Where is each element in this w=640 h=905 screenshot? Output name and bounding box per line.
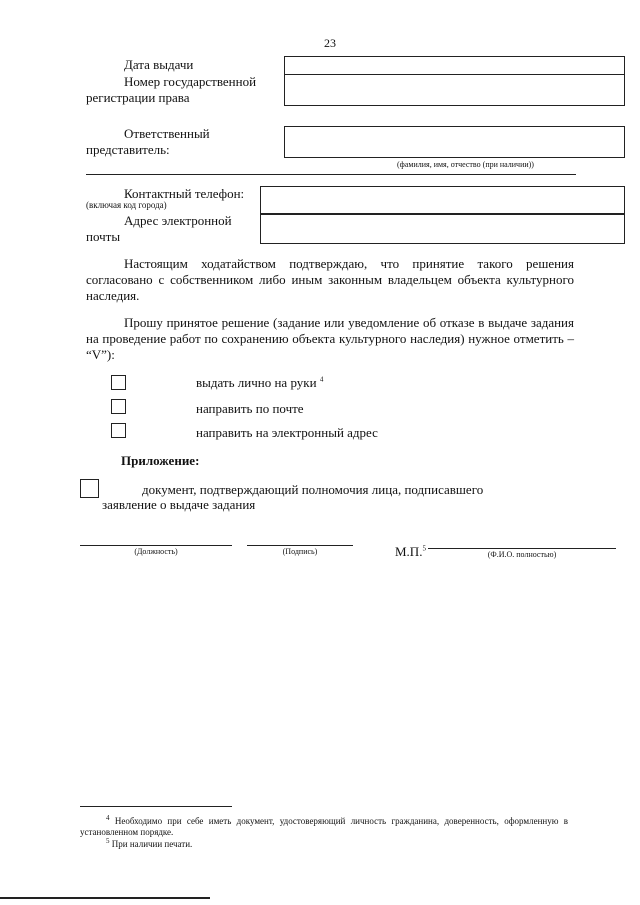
footnote-4-mark: 4: [106, 814, 110, 822]
section-divider: [86, 174, 576, 175]
phone-label: Контактный телефон:: [124, 186, 245, 201]
footnote-4: [80, 816, 568, 838]
full-name-line: [428, 548, 616, 549]
page-number: 23: [324, 36, 336, 50]
footnote-5: [106, 839, 192, 850]
footnote-5-mark: 5: [106, 837, 110, 845]
option-by-email-label: направить на электронный адрес: [196, 425, 378, 440]
phone-hint: (включая код города): [86, 200, 167, 210]
attachment-heading: Приложение:: [121, 453, 200, 468]
email-label-line1: Адрес электронной: [124, 213, 232, 228]
attachment-line1: документ, подтверждающий полномочия лица, подписавшего: [142, 482, 484, 497]
option-by-email-checkbox[interactable]: [111, 423, 126, 438]
confirmation-text: Настоящим ходатайством подтверждаю, что принятие такого решения согласовано с собственником либо иным законным владельцем объекта культурного наследия.: [86, 256, 574, 303]
option-in-person: [196, 375, 323, 391]
email-field[interactable]: [260, 214, 625, 244]
footnote-mark-5: 5: [422, 544, 426, 553]
confirmation-paragraph: [86, 256, 574, 304]
option-in-person-label: выдать лично на руки: [196, 375, 317, 390]
registration-label-line1: Номер государственной: [124, 74, 257, 89]
representative-hint: (фамилия, имя, отчество (при наличии)): [397, 160, 534, 169]
scan-edge-line: [0, 897, 210, 899]
attachment-line2: заявление о выдаче задания: [102, 497, 256, 512]
representative-label-line2: представитель:: [86, 142, 170, 157]
option-by-mail-label: направить по почте: [196, 401, 304, 416]
footnote-5-text: При наличии печати.: [111, 839, 193, 849]
issue-date-label: Дата выдачи: [124, 57, 194, 72]
footnote-separator: [80, 806, 232, 807]
option-by-mail-checkbox[interactable]: [111, 399, 126, 414]
footnote-4-text: Необходимо при себе иметь документ, удостоверяющий личность гражданина, доверенность, оформленную в установленном порядке.: [80, 816, 569, 837]
stamp-text: М.П.: [395, 544, 423, 559]
registration-label-line2: регистрации права: [86, 90, 190, 105]
footnote-mark-4: 4: [319, 375, 324, 384]
signature-caption: (Подпись): [282, 547, 318, 556]
phone-field[interactable]: [260, 186, 625, 214]
stamp-label: [395, 544, 426, 560]
issue-date-field[interactable]: [284, 56, 625, 75]
registration-number-field[interactable]: [284, 74, 625, 106]
full-name-caption: (Ф.И.О. полностью): [487, 550, 557, 559]
representative-label-line1: Ответственный: [124, 126, 210, 141]
request-text: Прошу принятое решение (задание или уведомление об отказе в выдаче задания на проведение работ по сохранению объекта культурного наследия) нужное отметить – “V”):: [86, 315, 574, 362]
representative-field[interactable]: [284, 126, 625, 158]
email-label-line2: почты: [86, 229, 121, 244]
position-line: [80, 545, 232, 546]
option-in-person-checkbox[interactable]: [111, 375, 126, 390]
attachment-checkbox[interactable]: [80, 479, 99, 498]
signature-line: [247, 545, 353, 546]
position-caption: (Должность): [134, 547, 178, 556]
request-paragraph: [86, 315, 574, 363]
